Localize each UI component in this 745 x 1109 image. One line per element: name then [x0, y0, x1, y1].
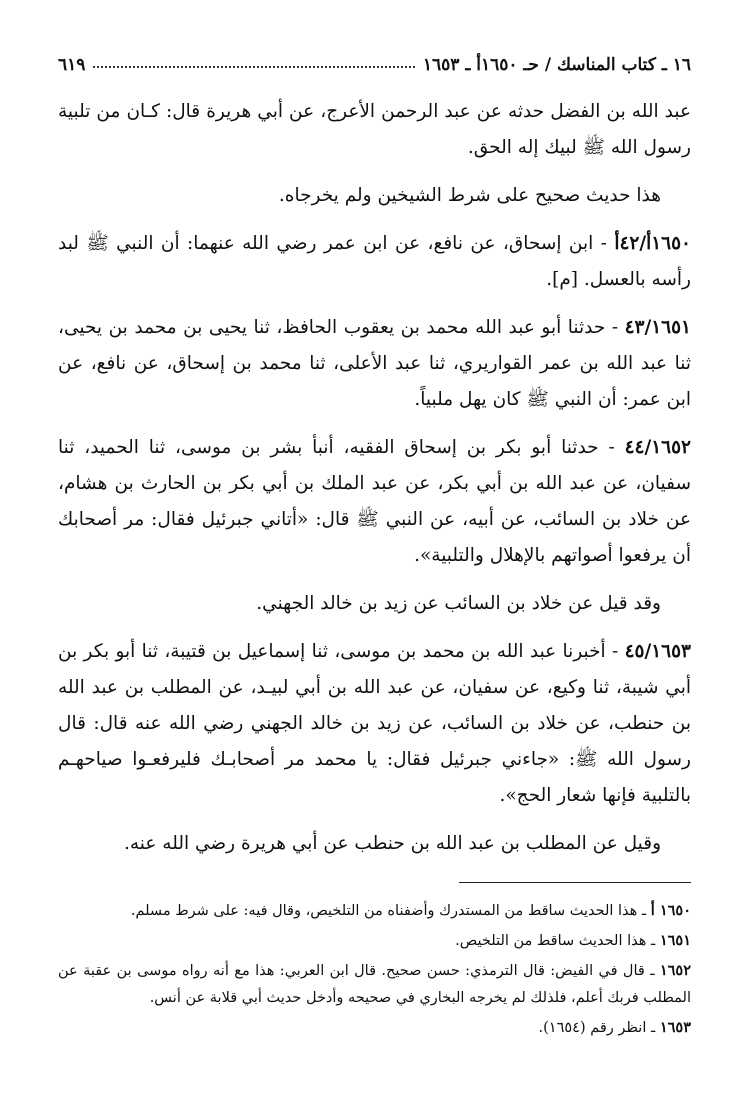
footnote	[58, 1014, 691, 1042]
hadith-1653	[58, 634, 691, 814]
paragraph-text: وقيل عن المطلب بن عبد الله بن حنطب عن أبي هريرة رضي الله عنه.	[124, 833, 661, 854]
hadith-number: ٤٣/١٦٥١	[624, 317, 691, 338]
footnote-text: ـ انظر رقم (١٦٥٤).	[538, 1020, 660, 1036]
paragraph-note	[58, 586, 691, 622]
footnote	[58, 957, 691, 1012]
hadith-text: - حدثنا أبو عبد الله محمد بن يعقوب الحافظ، ثنا يحيى بن محمد بن يحيى، ثنا عبد الله بن عمر القواريري، ثنا عبد الأعلى، ثنا محمد بن إسحاق، عن نافع، عن ابن عمر: أن النبي ﷺ كان يهل ملبياً.	[58, 317, 691, 410]
footnote-separator	[459, 882, 691, 883]
footnote	[58, 927, 691, 955]
page-number: ٦١٩	[58, 55, 86, 75]
hadith-text: - حدثنا أبو بكر بن إسحاق الفقيه، أنبأ بشر بن موسى، ثنا الحميد، ثنا سفيان، عن عبد الله بن أبي بكر، عن عبد الملك بن أبي بكر بن الحارث بن هشام، عن خلاد بن السائب، عن أبيه، عن النبي ﷺ قال: «أتاني جبرئيل فقال: مر أصحابك أن يرفعوا أصواتهم بالإهلال والتلبية».	[58, 437, 691, 566]
footnote-number: ١٦٥١	[659, 932, 691, 949]
hadith-text: - أخبرنا عبد الله بن محمد بن موسى، ثنا إسماعيل بن قتيبة، ثنا أبو بكر بن أبي شيبة، ثنا وكيع، عن سفيان، عن عبد الله بن أبي لبيـد، عن المطلب بن عبد الله بن حنطب، عن خلاد بن السائب، عن زيد بن خالد الجهني رضي الله عنه قال: قال رسول الله ﷺ: «جاءني جبرئيل فقال: يا محمد مر أصحابـك فليرفعـوا صياحهـم بالتلبية فإنها شعار الحج».	[58, 641, 691, 806]
footnote-text: ـ هذا الحديث ساقط من المستدرك وأضفناه من التلخيص، وقال فيه: على شرط مسلم.	[130, 903, 651, 919]
leader-dots	[93, 66, 415, 68]
paragraph-text: هذا حديث صحيح على شرط الشيخين ولم يخرجاه.	[278, 185, 661, 206]
hadith-1651	[58, 310, 691, 418]
hadith-number: ٤٤/١٦٥٢	[624, 437, 691, 458]
hadith-1650a	[58, 226, 691, 298]
paragraph-text: عبد الله بن الفضل حدثه عن عبد الرحمن الأعرج، عن أبي هريرة قال: كـان من تلبية رسول الله ﷺ لبيك إله الحق.	[58, 101, 691, 158]
footnotes	[58, 897, 691, 1042]
footnote-number: ١٦٥٠ أ	[650, 902, 691, 919]
footnote-number: ١٦٥٣	[659, 1019, 691, 1036]
hadith-number: ١٦٥٠أ/٤٢أ	[614, 233, 691, 254]
main-text	[58, 94, 691, 862]
footnote-text: ـ هذا الحديث ساقط من التلخيص.	[455, 933, 660, 949]
footnote-number: ١٦٥٢	[659, 962, 691, 979]
running-title: ١٦ ـ كتاب المناسك / حـ ١٦٥٠أ ـ ١٦٥٣	[422, 55, 691, 75]
paragraph-text: وقد قيل عن خلاد بن السائب عن زيد بن خالد الجهني.	[256, 593, 661, 614]
hadith-number: ٤٥/١٦٥٣	[624, 641, 691, 662]
paragraph-verdict	[58, 178, 691, 214]
paragraph-continuation	[58, 94, 691, 166]
footnote-text: ـ قال في الفيض: قال الترمذي: حسن صحيح. قال ابن العربي: هذا مع أنه رواه موسى بن عقبة عن المطلب فربك أعلم، فلذلك لم يخرجه البخاري في صحيحه وأدخل حديث أبي قلابة عن أنس.	[58, 963, 691, 1006]
footnote	[58, 897, 691, 925]
page-header	[58, 52, 691, 78]
hadith-1652	[58, 430, 691, 574]
hadith-text: - ابن إسحاق، عن نافع، عن ابن عمر رضي الله عنهما: أن النبي ﷺ لبد رأسه بالعسل. [م].	[58, 233, 691, 290]
paragraph-note	[58, 826, 691, 862]
